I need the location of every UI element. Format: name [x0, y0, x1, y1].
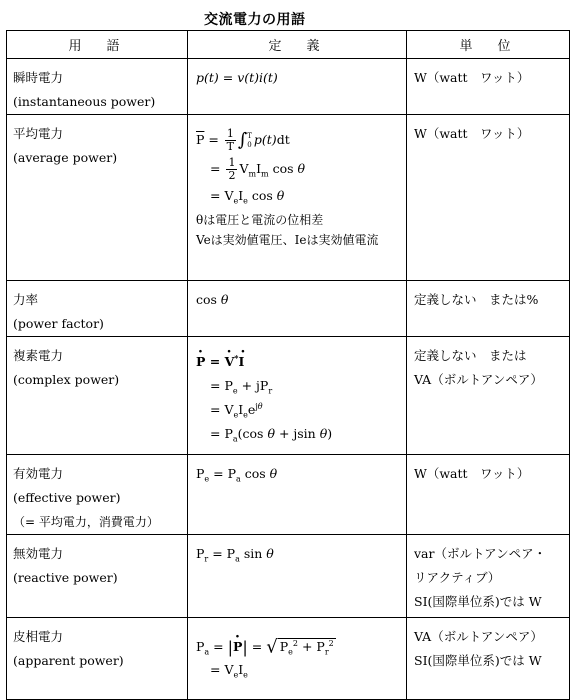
- formula: cos θ: [196, 292, 229, 307]
- formula: = $P_a(\cos$ θ + jsin θ): [210, 426, 333, 444]
- definition-cell: [188, 618, 407, 700]
- unit-line: var（ボルトアンペア・: [414, 546, 547, 561]
- term-cell: [7, 535, 188, 618]
- formula: = $V_eI_ee^{j\theta}$: [210, 401, 263, 420]
- header-row: [7, 31, 570, 59]
- unit-line: W（watt ワット）: [414, 126, 530, 141]
- unit-line: SI(国際単位系)では W: [414, 653, 542, 668]
- header-definition: 定 義: [188, 31, 407, 59]
- table-row: [7, 281, 570, 337]
- term-en: (power factor): [13, 316, 104, 331]
- table-row: [7, 115, 570, 281]
- unit-line: 定義しない または: [414, 348, 527, 363]
- unit-line: SI(国際単位系)では W: [414, 594, 542, 609]
- unit-line: リアクティブ）: [414, 570, 501, 585]
- term-jp: 複素電力: [13, 348, 64, 363]
- term-jp: 無効電力: [13, 546, 64, 561]
- unit-cell: [407, 281, 570, 337]
- table-row: [7, 535, 570, 618]
- term-jp: 力率: [13, 292, 39, 307]
- table-row: [7, 618, 570, 700]
- term-cell: [7, 281, 188, 337]
- header-term: 用 語: [7, 31, 188, 59]
- term-en: (apparent power): [13, 653, 124, 668]
- formula: · P = · V*· I: [196, 352, 406, 372]
- term-en: (average power): [13, 150, 118, 165]
- formula: $P_r = P_a$ sin θ: [196, 546, 274, 564]
- table-row: [7, 59, 570, 115]
- unit-cell: [407, 337, 570, 455]
- unit-line: W（watt ワット）: [414, 70, 530, 85]
- term-jp: 瞬時電力: [13, 70, 64, 85]
- formula: = $V_eI_e$: [210, 661, 248, 679]
- unit-line: VA（ボルトアンペア）: [414, 372, 543, 387]
- definition-note: Veは実効値電圧、Ieは実効値電流: [196, 233, 379, 247]
- definition-cell: [188, 337, 407, 455]
- term-jp: 有効電力: [13, 466, 64, 481]
- definition-cell: [188, 535, 407, 618]
- formula: = $V_eI_e$ cos θ: [210, 188, 285, 206]
- term-en: (effective power): [13, 490, 121, 505]
- table-row: [7, 455, 570, 535]
- definition-note: θは電圧と電流の位相差: [196, 213, 324, 227]
- header-unit: 単 位: [407, 31, 570, 59]
- term-en: (complex power): [13, 372, 120, 387]
- page-title: 交流電力の用語: [204, 12, 306, 28]
- definition-cell: [188, 455, 407, 535]
- formula: = $P_e + jP_r$: [210, 378, 273, 396]
- unit-cell: [407, 115, 570, 281]
- table-row: [7, 337, 570, 455]
- unit-line: W（watt ワット）: [414, 466, 530, 481]
- formula: $P_e = P_a$ cos θ: [196, 466, 278, 484]
- term-jp: 平均電力: [13, 126, 64, 141]
- term-cell: [7, 618, 188, 700]
- term-en: (reactive power): [13, 570, 118, 585]
- definition-cell: [188, 281, 407, 337]
- term-cell: [7, 455, 188, 535]
- formula: = $\frac{1}{2}$ $V_mI_m$ cos θ: [210, 156, 306, 182]
- unit-cell: [407, 59, 570, 115]
- unit-line: 定義しない または%: [414, 292, 539, 307]
- unit-cell: [407, 535, 570, 618]
- power-terms-table: [6, 30, 570, 700]
- formula: p(t) = v(t)i(t): [196, 70, 278, 85]
- term-cell: [7, 59, 188, 115]
- term-cell: [7, 337, 188, 455]
- term-en: (instantaneous power): [13, 94, 156, 109]
- term-cell: [7, 115, 188, 281]
- definition-cell: [188, 59, 407, 115]
- term-jp: 皮相電力: [13, 629, 64, 644]
- formula: $P_a$ = |· P| = √ $P_e^2 + P_r^2$: [196, 637, 406, 658]
- unit-cell: [407, 618, 570, 700]
- definition-cell: [188, 115, 407, 281]
- term-note: （= 平均電力，消費電力）: [13, 515, 159, 529]
- unit-line: VA（ボルトアンペア）: [414, 629, 543, 644]
- unit-cell: [407, 455, 570, 535]
- formula: $\overline{P}$ = $\frac{1}{T}$ ∫T 0 p(t)dt: [196, 127, 290, 153]
